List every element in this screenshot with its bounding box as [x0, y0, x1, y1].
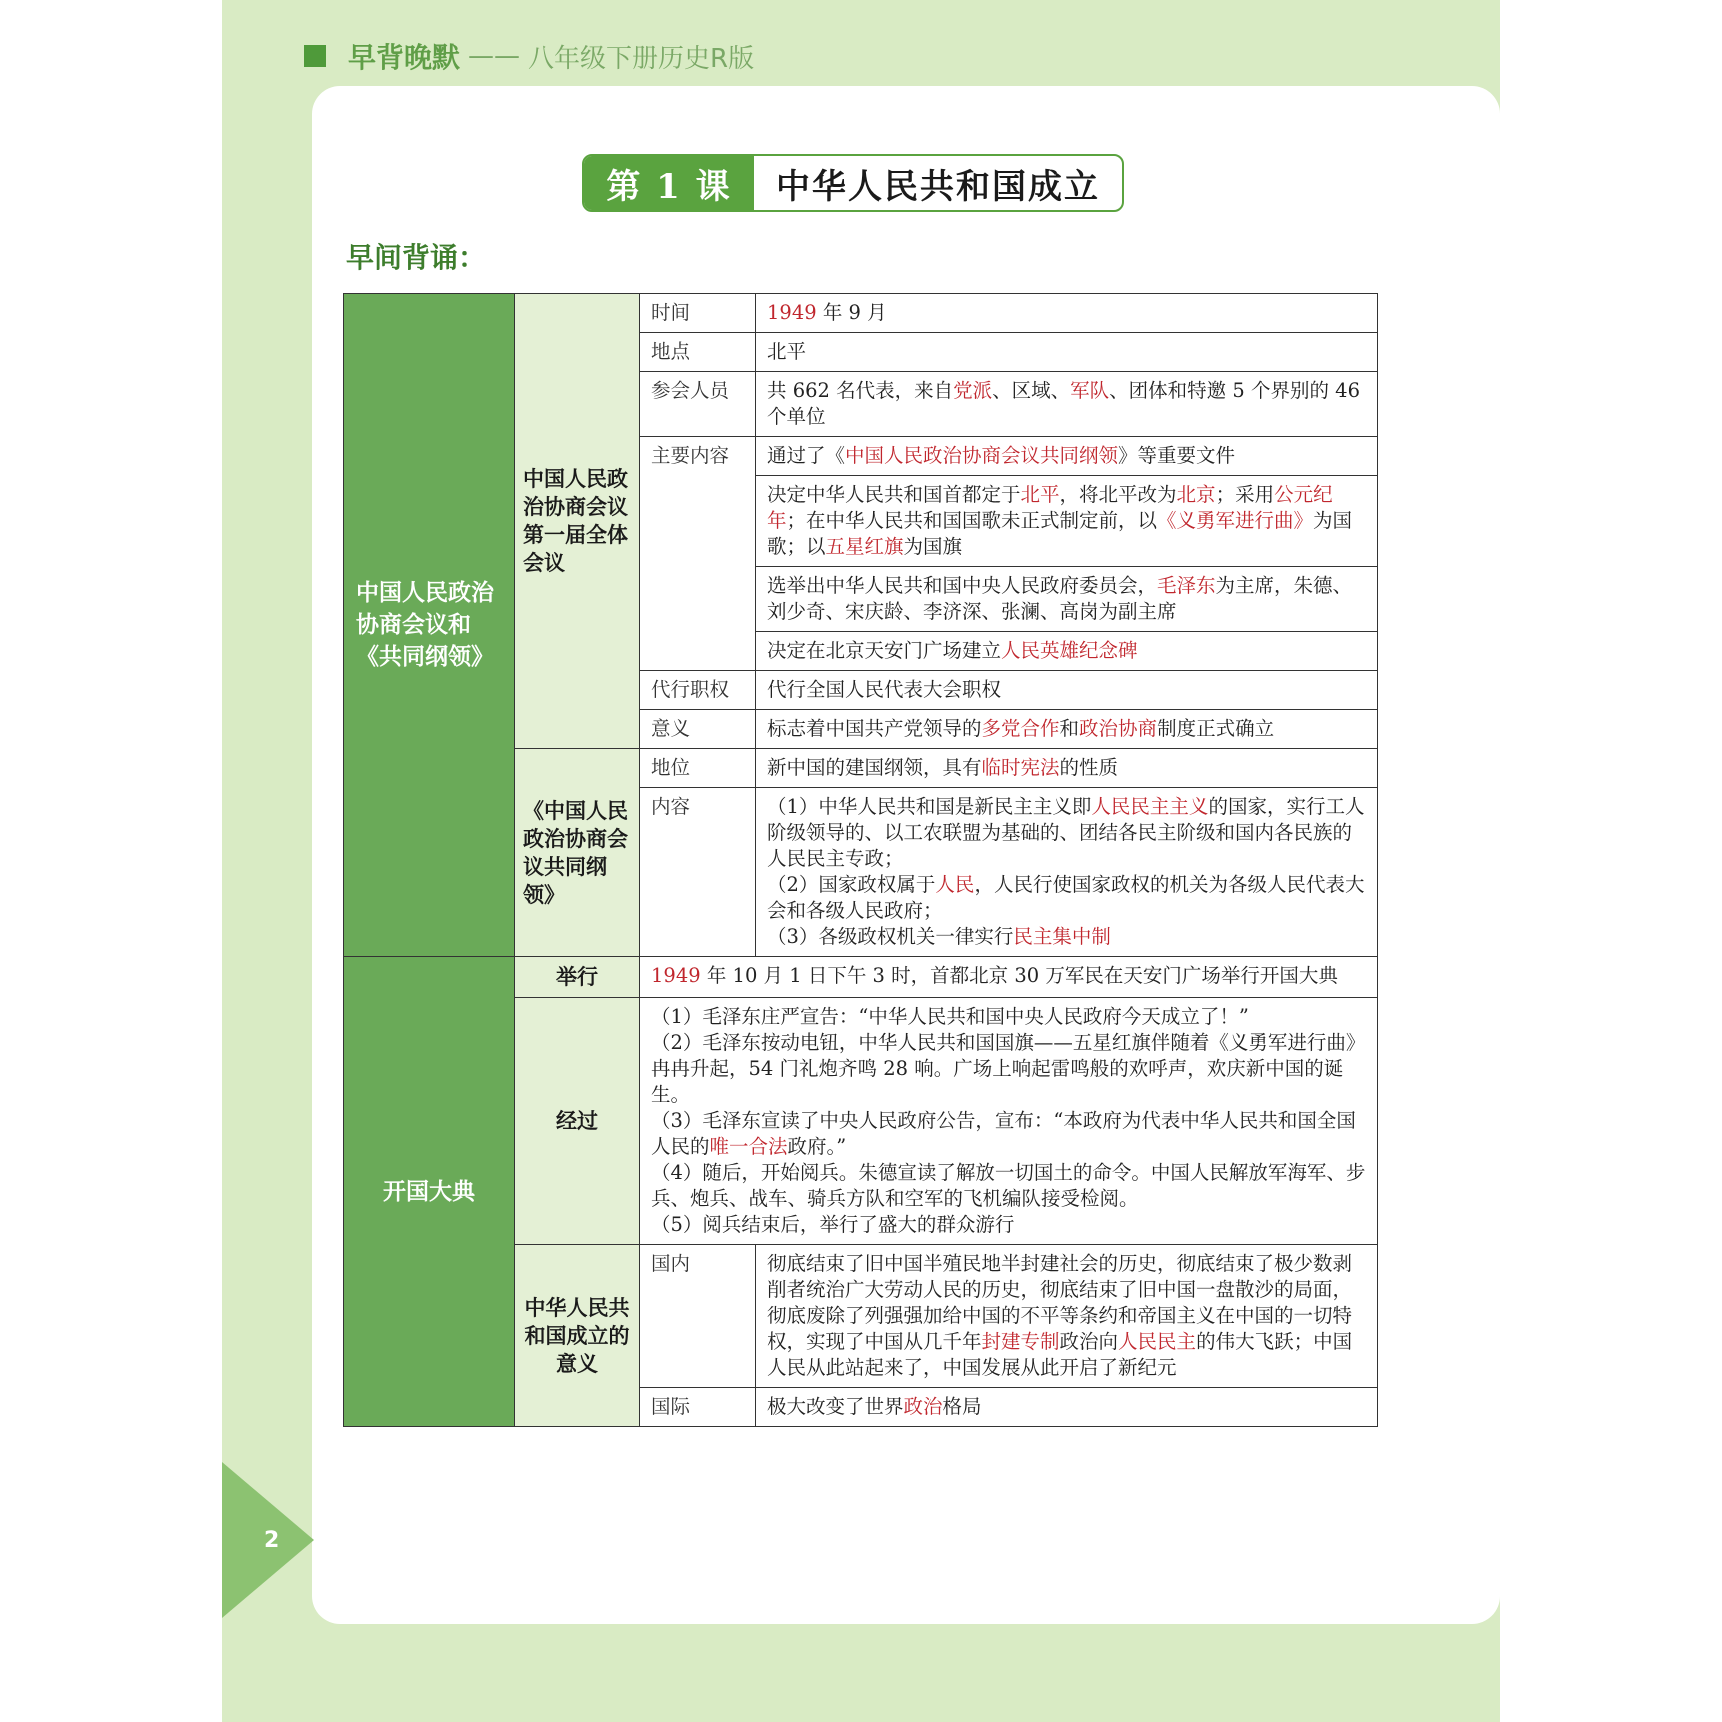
row-value-meaning: 标志着中国共产党领导的多党合作和政治协商制度正式确立: [756, 710, 1378, 749]
lesson-number: 第 1 课: [584, 156, 754, 210]
row-label-status: 地位: [640, 749, 756, 788]
row-value-content-4: 决定在北京天安门广场建立人民英雄纪念碑: [756, 632, 1378, 671]
process-item-2: （2）毛泽东按动电钮，中华人民共和国国旗——五星红旗伴随着《义勇军进行曲》冉冉升起，54 门礼炮齐鸣 28 响。广场上响起雷鸣般的欢呼声，欢庆新中国的诞生。: [651, 1031, 1366, 1106]
knowledge-table: [343, 293, 1378, 1427]
process-item-5: （5）阅兵结束后，举行了盛大的群众游行: [651, 1213, 1015, 1236]
row-label-place: 地点: [640, 333, 756, 372]
row-value-international: 极大改变了世界政治格局: [756, 1388, 1378, 1427]
row-value-content-1: 通过了《中国人民政治协商会议共同纲领》等重要文件: [756, 437, 1378, 476]
page-number: 2: [264, 1528, 280, 1553]
header-brand: 早背晚默: [348, 41, 461, 74]
row-value-content: [756, 788, 1378, 957]
row-label-domestic: 国内: [640, 1245, 756, 1388]
lesson-title: 中华人民共和国成立: [776, 166, 1100, 207]
section-label-ceremony: 开国大典: [344, 957, 515, 1427]
row-value-domestic: 彻底结束了旧中国半殖民地半封建社会的历史，彻底结束了极少数剥削者统治广大劳动人民的历史，彻底结束了旧中国一盘散沙的局面，彻底废除了列强强加给中国的不平等条约和帝国主义在中国的一切特权，实现了中国从几千年封建专制政治向人民民主的伟大飞跃；中国人民从此站起来了，中国发展从此开启了新纪元: [756, 1245, 1378, 1388]
group-label-process: 经过: [515, 998, 640, 1245]
lesson-banner: [582, 154, 1124, 212]
section-title: 早间背诵：: [346, 241, 487, 274]
row-value-held: 1949 年 10 月 1 日下午 3 时，首都北京 30 万军民在天安门广场举行开国大典: [640, 957, 1378, 998]
process-item-3: （3）毛泽东宣读了中央人民政府公告，宣布：“本政府为代表中华人民共和国全国人民的唯一合法政府。”: [651, 1109, 1356, 1158]
row-value-status: 新中国的建国纲领，具有临时宪法的性质: [756, 749, 1378, 788]
row-label-main-content: 主要内容: [640, 437, 756, 671]
header-subtitle: 八年级下册历史R版: [528, 43, 755, 74]
content-item-1: （1）中华人民共和国是新民主主义即人民民主主义的国家，实行工人阶级领导的、以工农联盟为基础的、团结各民主阶级和国内各民族的人民民主专政；: [767, 795, 1365, 870]
content-item-2: （2）国家政权属于人民，人民行使国家政权的机关为各级人民代表大会和各级人民政府；: [767, 873, 1365, 922]
header-dash: ——: [468, 41, 521, 71]
row-value-process: [640, 998, 1378, 1245]
group-label-significance: 中华人民共和国成立的意义: [515, 1245, 640, 1427]
process-item-1: （1）毛泽东庄严宣告：“中华人民共和国中央人民政府今天成立了！”: [651, 1005, 1249, 1028]
row-value-content-2: 决定中华人民共和国首都定于北平，将北平改为北京；采用公元纪年；在中华人民共和国国歌未正式制定前，以《义勇军进行曲》为国歌；以五星红旗为国旗: [756, 476, 1378, 567]
row-label-attendees: 参会人员: [640, 372, 756, 437]
row-label-time: 时间: [640, 294, 756, 333]
page-header: [304, 38, 754, 74]
row-label-content: 内容: [640, 788, 756, 957]
group-label-program: 《中国人民政治协商会议共同纲领》: [515, 749, 640, 957]
row-value-time: 1949 年 9 月: [756, 294, 1378, 333]
group-label-cppcc: 中国人民政治协商会议第一届全体会议: [515, 294, 640, 749]
table-row: [344, 957, 1378, 998]
row-value-content-3: 选举出中华人民共和国中央人民政府委员会，毛泽东为主席，朱德、刘少奇、宋庆龄、李济深、张澜、高岗为副主席: [756, 567, 1378, 632]
row-label-acting: 代行职权: [640, 671, 756, 710]
header-square-icon: [304, 45, 326, 67]
content-item-3: （3）各级政权机关一律实行民主集中制: [767, 925, 1111, 948]
process-item-4: （4）随后，开始阅兵。朱德宣读了解放一切国土的命令。中国人民解放军海军、步兵、炮兵、战车、骑兵方队和空军的飞机编队接受检阅。: [651, 1161, 1366, 1210]
table-row: [344, 294, 1378, 333]
row-value-acting: 代行全国人民代表大会职权: [756, 671, 1378, 710]
row-value-place: 北平: [756, 333, 1378, 372]
row-label-meaning: 意义: [640, 710, 756, 749]
group-label-held: 举行: [515, 957, 640, 998]
row-value-attendees: 共 662 名代表，来自党派、区域、军队、团体和特邀 5 个界别的 46 个单位: [756, 372, 1378, 437]
row-label-international: 国际: [640, 1388, 756, 1427]
section-label-cppcc: 中国人民政治协商会议和《共同纲领》: [344, 294, 515, 957]
